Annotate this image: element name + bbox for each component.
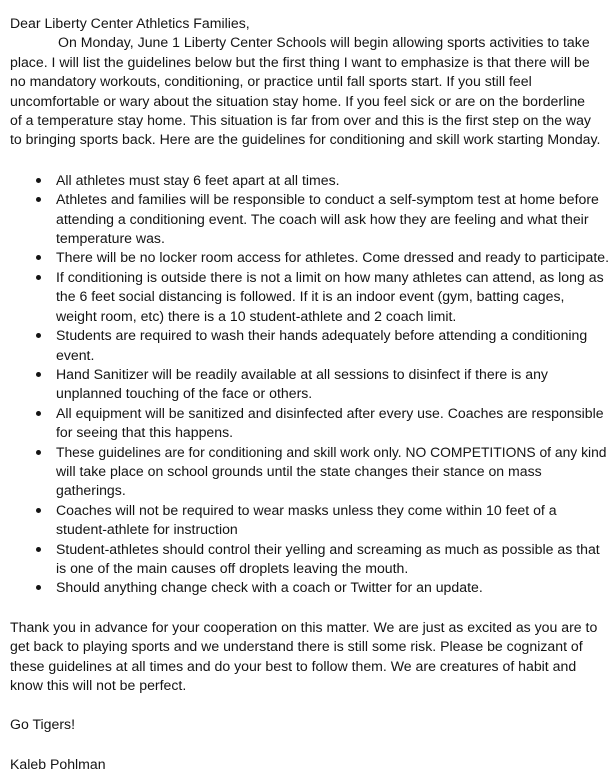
guideline-item [10, 443, 610, 501]
guideline-line: unplanned touching of the face or others. [56, 385, 313, 402]
closing-paragraph [10, 618, 610, 696]
guideline-item [10, 326, 610, 365]
guideline-line: Coaches will not be required to wear masks unless they come within 10 feet of a [56, 501, 557, 518]
closing-line: these guidelines at all times and do your best to follow them. We are creatures of habit and [10, 657, 577, 674]
guideline-item [10, 248, 610, 267]
guideline-item [10, 501, 610, 540]
guideline-line: event. [56, 346, 95, 363]
intro-line: no mandatory workouts, conditioning, or practice until fall sports start. If you still feel [10, 73, 532, 90]
closing-line: get back to playing sports and we understand there is still some risk. Please be cognizant of [10, 638, 583, 655]
guideline-line: gatherings. [56, 482, 126, 499]
greeting: Dear Liberty Center Athletics Families, [10, 15, 250, 31]
guideline-item [10, 404, 610, 443]
guidelines-list [10, 171, 610, 598]
guideline-line: attending a conditioning event. The coach will ask how they are feeling and what their [56, 210, 589, 227]
closing-line: know this will not be perfect. [10, 677, 187, 693]
letter [10, 14, 610, 774]
guideline-line: for seeing that this happens. [56, 424, 234, 441]
guideline-line: Should anything change check with a coach or Twitter for an update. [56, 579, 483, 596]
guideline-item [10, 540, 610, 579]
guideline-line: These guidelines are for conditioning and skill work only. NO COMPETITIONS of any kind [56, 443, 607, 460]
guideline-item [10, 365, 610, 404]
intro-line: On Monday, June 1 Liberty Center Schools will begin allowing sports activities to take [58, 34, 590, 51]
intro-line: place. I will list the guidelines below but the first thing I want to emphasize is that there will be [10, 53, 590, 70]
guideline-line: temperature was. [56, 230, 165, 247]
guideline-item [10, 578, 610, 597]
guideline-line: There will be no locker room access for athletes. Come dressed and ready to participate. [56, 249, 610, 266]
guideline-line: is one of the main causes off droplets leaving the mouth. [56, 559, 409, 576]
guideline-line: Hand Sanitizer will be readily available at all sessions to disinfect if there is any [56, 365, 548, 382]
intro-line: of a temperature stay home. This situation is far from over and this is the first step on the way [10, 112, 591, 129]
intro-line: uncomfortable or wary about the situation stay home. If you feel sick or are on the borderline [10, 92, 586, 109]
intro-line: to bringing sports back. Here are the guidelines for conditioning and skill work starting Monday. [10, 131, 601, 148]
guideline-line: Athletes and families will be responsible to conduct a self-symptom test at home before [56, 191, 599, 208]
signoff: Go Tigers! [10, 716, 76, 733]
guideline-item [10, 190, 610, 248]
guideline-line: If conditioning is outside there is not a limit on how many athletes can attend, as long as [56, 268, 604, 285]
signature: Kaleb Pohlman [10, 755, 106, 772]
intro-paragraph [10, 14, 610, 150]
guideline-line: Students are required to wash their hands adequately before attending a conditioning [56, 327, 588, 344]
guideline-line: Student-athletes should control their yelling and screaming as much as possible as that [56, 540, 600, 557]
guideline-line: weight room, etc) there is a 10 student-athlete and 2 coach limit. [56, 307, 457, 324]
guideline-line: All equipment will be sanitized and disinfected after every use. Coaches are responsible [56, 404, 604, 421]
guideline-line: the 6 feet social distancing is followed. If it is an indoor event (gym, batting cages, [56, 288, 565, 305]
guideline-line: will take place on school grounds until the state changes their stance on mass [56, 462, 542, 479]
guideline-line: All athletes must stay 6 feet apart at all times. [56, 171, 340, 188]
closing-line: Thank you in advance for your cooperation on this matter. We are just as excited as you are to [10, 618, 598, 635]
guideline-line: student-athlete for instruction [56, 521, 238, 538]
guideline-item [10, 268, 610, 326]
guideline-item [10, 171, 610, 190]
